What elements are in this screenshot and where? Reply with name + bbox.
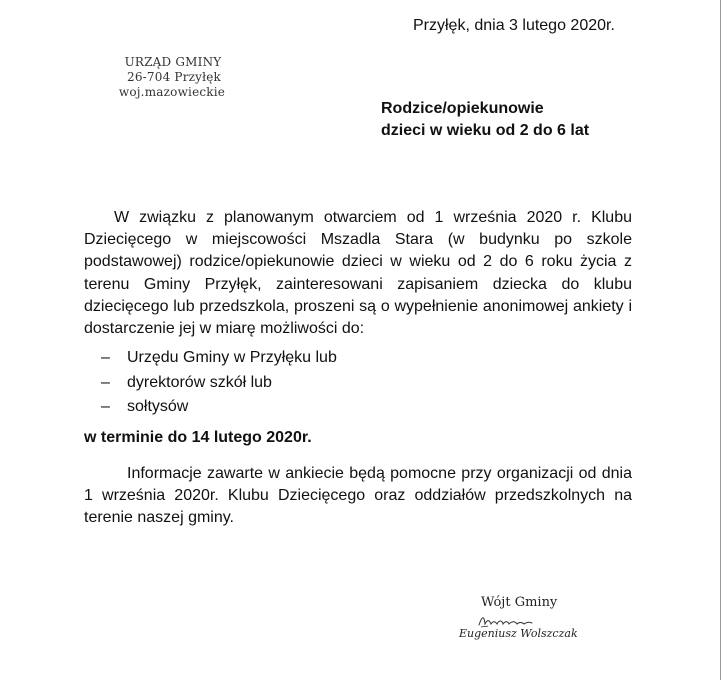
date-line: Przyłęk, dnia 3 lutego 2020r. [413,17,615,34]
list-item [101,395,337,420]
stamp-line-province: woj.mazowieckie [118,85,226,99]
dash-marker: – [101,398,110,415]
recipient-block [381,98,589,142]
signature-name: Eugeniusz Wolszczak [459,627,578,640]
body-paragraph-2: Informacje zawarte w ankiecie będą pomocne przy organizacji od dnia 1 września 2020r. Klubu Dziecięcego oraz oddziałów przedszkolnych na terenie naszej gminy. [84,465,632,527]
list-item-text: dyrektorów szkół lub [127,373,272,391]
recipient-line-2: dzieci w wieku od 2 do 6 lat [381,122,590,139]
signature-title: Wójt Gminy [481,595,558,610]
office-stamp [112,55,232,100]
list-item [101,346,337,371]
page-edge-line [720,0,721,680]
list-item-text: Urzędu Gminy w Przyłęku lub [127,349,337,366]
body-paragraph-1: W związku z planowanym otwarciem od 1 września 2020 r. Klubu Dziecięcego w miejscowości Mszadla Stara (w budynku po szkole podstawowej) rodzice/opiekunowie dzieci w wieku od 2 do 6 roku życia z terenu Gminy Przyłęk, zainteresowani zapisaniem dziecka do klubu dziecięcego lub przedszkola, proszeni są o wypełnienie anonimowej ankiety i dostarczenie jej w miarę możliwości do: [84,209,632,338]
deadline-line: w terminie do 14 lutego 2020r. [84,429,312,446]
delivery-list [101,346,337,420]
dash-marker: – [101,349,110,366]
list-item [101,371,337,396]
stamp-line-address: 26-704 Przyłęk [126,70,222,84]
dash-marker: – [101,373,110,391]
recipient-line-1: Rodzice/opiekunowie [381,100,544,117]
stamp-line-office: URZĄD GMINY [124,55,222,69]
list-item-text: sołtysów [127,398,189,415]
